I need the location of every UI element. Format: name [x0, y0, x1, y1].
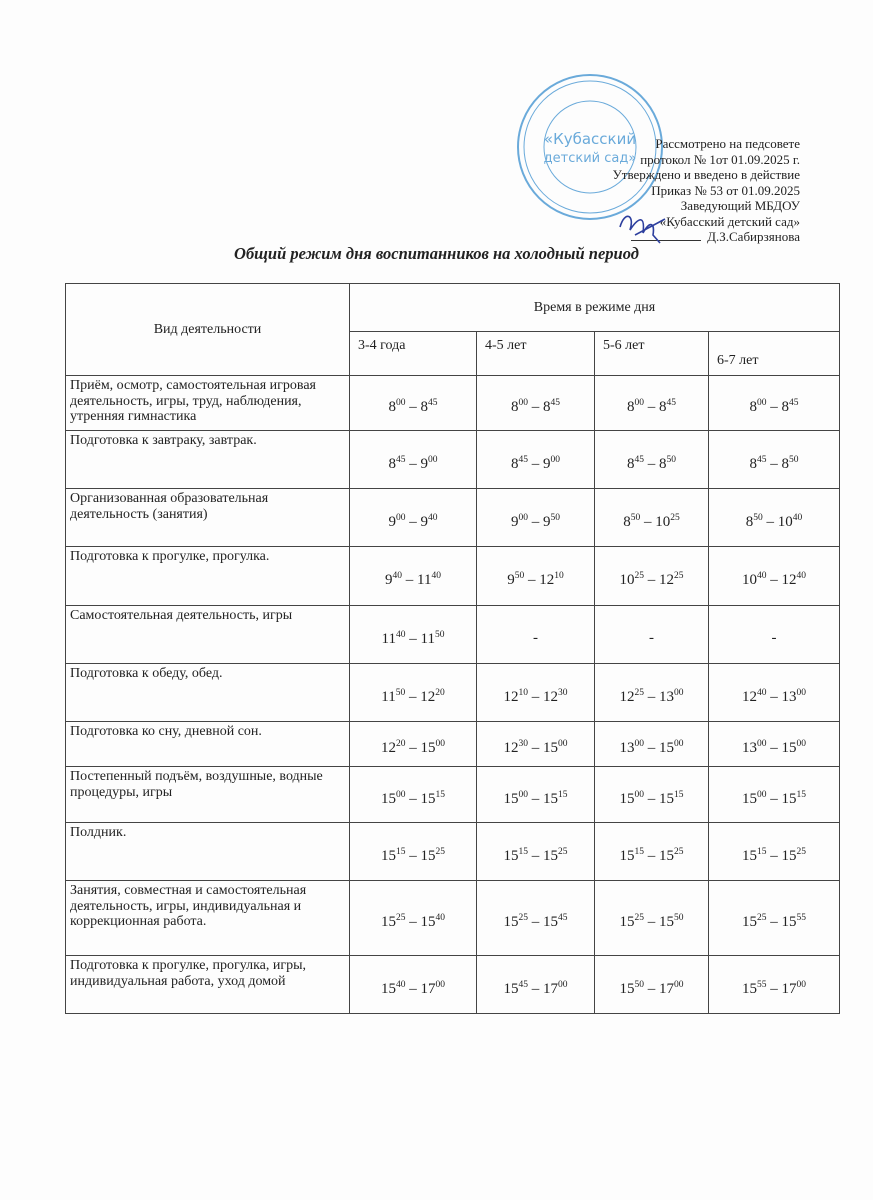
time-cell: $15^{25} - 15^{45}$ [477, 881, 595, 956]
end-hour: 17 [781, 980, 797, 997]
time-cell: $15^{00} - 15^{15}$ [350, 767, 477, 823]
end-minute: 00 [796, 979, 806, 990]
end-minute: 50 [666, 454, 676, 465]
time-cell: $8^{45} - 9^{00}$ [477, 431, 595, 489]
start-hour: 8 [749, 455, 757, 472]
approval-line: Приказ № 53 от 01.09.2025 [651, 182, 800, 198]
start-hour: 15 [742, 980, 757, 997]
end-hour: 15 [543, 740, 558, 756]
end-hour: 8 [659, 455, 667, 472]
time-cell: $15^{15} - 15^{25}$ [595, 823, 709, 881]
start-minute: 50 [753, 512, 763, 523]
start-hour: 8 [749, 399, 757, 415]
time-cell: $10^{40} - 12^{40}$ [709, 547, 840, 606]
start-hour: 8 [388, 455, 396, 472]
time-cell: $12^{25} - 13^{00}$ [595, 664, 709, 722]
end-minute: 55 [796, 913, 806, 923]
time-cell [709, 606, 840, 664]
activity-cell: Занятия, совместная и самостоятельная деятельность, игры, индивидуальная и коррекционная работа. [66, 881, 350, 956]
end-hour: 11 [420, 630, 435, 647]
end-minute: 00 [796, 687, 806, 698]
start-hour: 13 [619, 740, 635, 756]
start-minute: 25 [396, 913, 406, 923]
end-hour: 12 [543, 688, 558, 705]
time-cell: $15^{25} - 15^{55}$ [709, 881, 840, 956]
start-hour: 15 [381, 790, 396, 807]
end-hour: 15 [781, 740, 797, 756]
time-cell: $15^{00} - 15^{15}$ [477, 767, 595, 823]
time-cell: $8^{00} - 8^{45}$ [595, 376, 709, 431]
start-minute: 00 [634, 739, 644, 749]
end-minute: 45 [666, 398, 676, 408]
end-hour: 15 [781, 847, 797, 864]
end-hour: 15 [781, 914, 797, 930]
end-hour: 15 [659, 847, 674, 864]
start-minute: 40 [396, 979, 406, 990]
header-activity: Вид деятельности [66, 284, 350, 376]
end-hour: 15 [543, 914, 558, 930]
start-hour: 12 [619, 688, 635, 705]
end-minute: 00 [550, 454, 560, 465]
time-cell: $15^{00} - 15^{15}$ [595, 767, 709, 823]
time-cell: $8^{50} - 10^{25}$ [595, 489, 709, 547]
table-row [66, 767, 840, 823]
end-hour: 9 [420, 513, 428, 530]
start-minute: 40 [757, 687, 767, 698]
table-row [66, 881, 840, 956]
time-cell: $12^{30} - 15^{00}$ [477, 722, 595, 767]
header-age-group: 4-5 лет [477, 332, 595, 376]
end-hour: 15 [420, 740, 436, 756]
empty-time-dash: - [533, 630, 538, 646]
end-hour: 17 [543, 980, 558, 997]
start-hour: 9 [385, 572, 393, 588]
end-minute: 00 [558, 739, 568, 749]
start-hour: 15 [742, 847, 757, 864]
start-hour: 12 [742, 688, 757, 705]
start-hour: 15 [381, 847, 396, 864]
start-minute: 40 [392, 571, 403, 581]
start-minute: 45 [757, 454, 767, 465]
time-cell [595, 606, 709, 664]
time-cell: $15^{00} - 15^{15}$ [709, 767, 840, 823]
start-hour: 15 [503, 914, 519, 930]
end-minute: 25 [674, 571, 684, 581]
start-minute: 55 [757, 979, 767, 990]
start-minute: 00 [634, 398, 644, 408]
time-cell: $11^{40} - 11^{50}$ [350, 606, 477, 664]
end-minute: 40 [431, 571, 441, 581]
end-hour: 8 [420, 399, 428, 415]
time-cell [477, 606, 595, 664]
start-hour: 11 [381, 630, 396, 647]
start-hour: 15 [503, 790, 519, 807]
start-hour: 8 [627, 455, 635, 472]
table-row [66, 722, 840, 767]
start-minute: 45 [518, 979, 528, 990]
time-cell: $15^{15} - 15^{25}$ [350, 823, 477, 881]
time-cell: $8^{00} - 8^{45}$ [350, 376, 477, 431]
header-age-group: 6-7 лет [709, 332, 840, 376]
time-cell: $15^{25} - 15^{50}$ [595, 881, 709, 956]
time-cell: $9^{00} - 9^{50}$ [477, 489, 595, 547]
start-minute: 45 [518, 454, 528, 465]
end-minute: 40 [435, 913, 445, 923]
start-minute: 00 [518, 512, 528, 523]
end-hour: 15 [659, 790, 674, 807]
end-hour: 10 [777, 513, 793, 530]
start-minute: 00 [757, 789, 767, 800]
time-cell: $8^{00} - 8^{45}$ [477, 376, 595, 431]
signatory-name: Д.З.Сабирзянова [707, 229, 800, 244]
time-cell: $13^{00} - 15^{00}$ [709, 722, 840, 767]
end-minute: 25 [558, 846, 568, 857]
start-hour: 15 [503, 980, 519, 997]
end-minute: 50 [434, 629, 445, 640]
table-row [66, 489, 840, 547]
time-cell: $15^{55} - 17^{00}$ [709, 956, 840, 1014]
table-row [66, 376, 840, 431]
end-hour: 15 [420, 914, 436, 930]
activity-cell: Самостоятельная деятельность, игры [66, 606, 350, 664]
end-hour: 8 [543, 399, 551, 415]
end-hour: 17 [659, 980, 674, 997]
end-minute: 45 [550, 398, 560, 408]
start-hour: 15 [742, 914, 757, 930]
empty-time-dash: - [771, 630, 777, 646]
table-row [66, 606, 840, 664]
start-hour: 8 [627, 399, 635, 415]
start-hour: 12 [503, 740, 519, 756]
start-hour: 15 [381, 980, 396, 997]
time-cell: $8^{45} - 9^{00}$ [350, 431, 477, 489]
approval-line: Заведующий МБДОУ [680, 198, 800, 213]
header-time: Время в режиме дня [350, 284, 840, 332]
activity-cell: Организованная образовательная деятельность (занятия) [66, 489, 350, 547]
start-minute: 25 [757, 913, 767, 923]
end-hour: 10 [655, 513, 671, 530]
start-hour: 11 [381, 688, 396, 705]
start-minute: 50 [395, 687, 406, 698]
start-minute: 50 [514, 571, 525, 581]
end-hour: 17 [420, 980, 436, 997]
time-cell: $12^{20} - 15^{00}$ [350, 722, 477, 767]
start-hour: 13 [742, 740, 757, 756]
start-minute: 45 [396, 454, 406, 465]
handwritten-signature [615, 205, 675, 245]
end-hour: 13 [659, 688, 674, 705]
time-cell: $15^{45} - 17^{00}$ [477, 956, 595, 1014]
start-minute: 00 [518, 398, 528, 408]
time-cell: $15^{25} - 15^{40}$ [350, 881, 477, 956]
end-hour: 15 [543, 790, 558, 807]
start-hour: 9 [388, 513, 396, 530]
end-minute: 45 [428, 398, 438, 408]
time-cell: $12^{40} - 13^{00}$ [709, 664, 840, 722]
start-minute: 00 [757, 398, 767, 408]
end-minute: 00 [428, 454, 438, 465]
start-hour: 8 [745, 513, 754, 530]
end-minute: 00 [674, 979, 684, 990]
table-row [66, 823, 840, 881]
end-minute: 15 [558, 789, 568, 800]
end-minute: 40 [796, 571, 806, 581]
table-row [66, 664, 840, 722]
schedule-table [65, 283, 840, 1014]
time-cell: $9^{40} - 11^{40}$ [350, 547, 477, 606]
end-hour: 15 [420, 847, 436, 864]
table-row [66, 547, 840, 606]
start-hour: 9 [507, 572, 515, 588]
activity-cell: Подготовка к прогулке, прогулка, игры, индивидуальная работа, уход домой [66, 956, 350, 1014]
approval-line: протокол № 1от 01.09.2025 г. [640, 151, 800, 167]
end-minute: 00 [558, 979, 568, 990]
start-hour: 15 [619, 980, 635, 997]
end-hour: 8 [781, 455, 789, 472]
end-hour: 15 [420, 790, 436, 807]
start-minute: 50 [634, 979, 644, 990]
activity-cell: Полдник. [66, 823, 350, 881]
end-hour: 15 [659, 914, 674, 930]
activity-cell: Подготовка к обеду, обед. [66, 664, 350, 722]
start-minute: 15 [396, 846, 406, 857]
end-hour: 8 [781, 399, 789, 415]
end-hour: 12 [781, 572, 797, 588]
start-minute: 25 [634, 687, 644, 698]
start-minute: 45 [634, 454, 644, 465]
time-cell: $8^{00} - 8^{45}$ [709, 376, 840, 431]
end-minute: 40 [428, 512, 438, 523]
time-cell: $12^{10} - 12^{30}$ [477, 664, 595, 722]
end-hour: 15 [659, 740, 674, 756]
end-minute: 00 [435, 979, 445, 990]
time-cell: $8^{50} - 10^{40}$ [709, 489, 840, 547]
start-minute: 30 [518, 739, 528, 749]
time-cell: $15^{50} - 17^{00}$ [595, 956, 709, 1014]
approval-line: Рассмотрено на педсовете [655, 136, 800, 151]
time-cell: $15^{40} - 17^{00}$ [350, 956, 477, 1014]
end-hour: 12 [539, 572, 555, 588]
end-minute: 10 [554, 571, 564, 581]
end-minute: 25 [796, 846, 806, 857]
start-minute: 40 [757, 571, 767, 581]
end-minute: 15 [435, 789, 445, 800]
time-cell: $10^{25} - 12^{25}$ [595, 547, 709, 606]
end-hour: 11 [417, 572, 432, 588]
start-hour: 12 [503, 688, 519, 705]
start-hour: 8 [511, 455, 519, 472]
start-minute: 50 [630, 512, 641, 523]
activity-cell: Постепенный подъём, воздушные, водные процедуры, игры [66, 767, 350, 823]
time-cell: $13^{00} - 15^{00}$ [595, 722, 709, 767]
start-minute: 00 [396, 398, 406, 408]
page-title: Общий режим дня воспитанников на холодный период [234, 244, 639, 263]
start-minute: 00 [757, 739, 767, 749]
start-minute: 15 [518, 846, 528, 857]
svg-text:детский сад»: детский сад» [543, 151, 637, 166]
time-cell: $15^{15} - 15^{25}$ [709, 823, 840, 881]
end-minute: 15 [674, 789, 684, 800]
end-minute: 40 [792, 512, 803, 523]
end-hour: 9 [543, 455, 551, 472]
end-hour: 15 [543, 847, 558, 864]
empty-time-dash: - [649, 630, 654, 646]
activity-cell: Подготовка к прогулке, прогулка. [66, 547, 350, 606]
end-minute: 50 [789, 454, 799, 465]
time-cell: $9^{50} - 12^{10}$ [477, 547, 595, 606]
start-minute: 00 [396, 512, 406, 523]
end-hour: 12 [659, 572, 674, 588]
start-hour: 15 [619, 914, 635, 930]
approval-line: «Кубасский детский сад» [659, 213, 800, 229]
start-minute: 15 [634, 846, 644, 857]
end-hour: 15 [781, 790, 797, 807]
start-minute: 00 [396, 789, 406, 800]
start-hour: 10 [619, 572, 635, 588]
approval-line: Утверждено и введено в действие [612, 167, 800, 182]
start-minute: 00 [518, 789, 528, 800]
end-hour: 13 [781, 688, 797, 705]
end-minute: 25 [674, 846, 684, 857]
start-minute: 25 [518, 913, 528, 923]
end-minute: 50 [550, 512, 560, 523]
activity-cell: Подготовка ко сну, дневной сон. [66, 722, 350, 767]
end-minute: 50 [674, 913, 684, 923]
end-minute: 00 [796, 739, 806, 749]
end-minute: 25 [435, 846, 445, 857]
table-row [66, 956, 840, 1014]
start-hour: 10 [742, 572, 757, 588]
start-minute: 25 [634, 913, 644, 923]
end-minute: 45 [789, 398, 799, 408]
start-hour: 8 [388, 399, 396, 415]
start-minute: 20 [396, 739, 406, 749]
start-minute: 15 [757, 846, 767, 857]
time-cell: $11^{50} - 12^{20}$ [350, 664, 477, 722]
start-minute: 25 [634, 571, 644, 581]
start-hour: 8 [511, 399, 519, 415]
start-hour: 15 [742, 790, 757, 807]
start-hour: 8 [623, 513, 631, 530]
end-hour: 12 [420, 688, 436, 705]
end-minute: 30 [558, 687, 568, 698]
end-minute: 25 [670, 512, 680, 523]
activity-cell: Приём, осмотр, самостоятельная игровая деятельность, игры, труд, наблюдения, утренняя гимнастика [66, 376, 350, 431]
end-minute: 00 [435, 739, 445, 749]
header-age-group: 3-4 года [350, 332, 477, 376]
start-minute: 40 [396, 629, 406, 640]
start-minute: 00 [634, 789, 644, 800]
start-hour: 9 [511, 513, 519, 530]
start-hour: 15 [619, 847, 635, 864]
end-minute: 00 [674, 687, 684, 698]
header-age-group: 5-6 лет [595, 332, 709, 376]
activity-cell: Подготовка к завтраку, завтрак. [66, 431, 350, 489]
end-minute: 45 [558, 913, 568, 923]
start-minute: 10 [518, 687, 528, 698]
time-cell: $8^{45} - 8^{50}$ [595, 431, 709, 489]
end-minute: 15 [796, 789, 806, 800]
start-hour: 15 [503, 847, 519, 864]
time-cell: $9^{00} - 9^{40}$ [350, 489, 477, 547]
time-cell: $8^{45} - 8^{50}$ [709, 431, 840, 489]
end-hour: 9 [420, 455, 428, 472]
time-cell: $15^{15} - 15^{25}$ [477, 823, 595, 881]
end-minute: 20 [435, 687, 445, 698]
start-hour: 12 [381, 740, 396, 756]
end-hour: 8 [659, 399, 667, 415]
svg-text:«Кубасский: «Кубасский [543, 130, 637, 148]
start-hour: 15 [619, 790, 635, 807]
table-row [66, 431, 840, 489]
end-hour: 9 [543, 513, 551, 530]
end-minute: 00 [674, 739, 684, 749]
start-hour: 15 [381, 914, 396, 930]
